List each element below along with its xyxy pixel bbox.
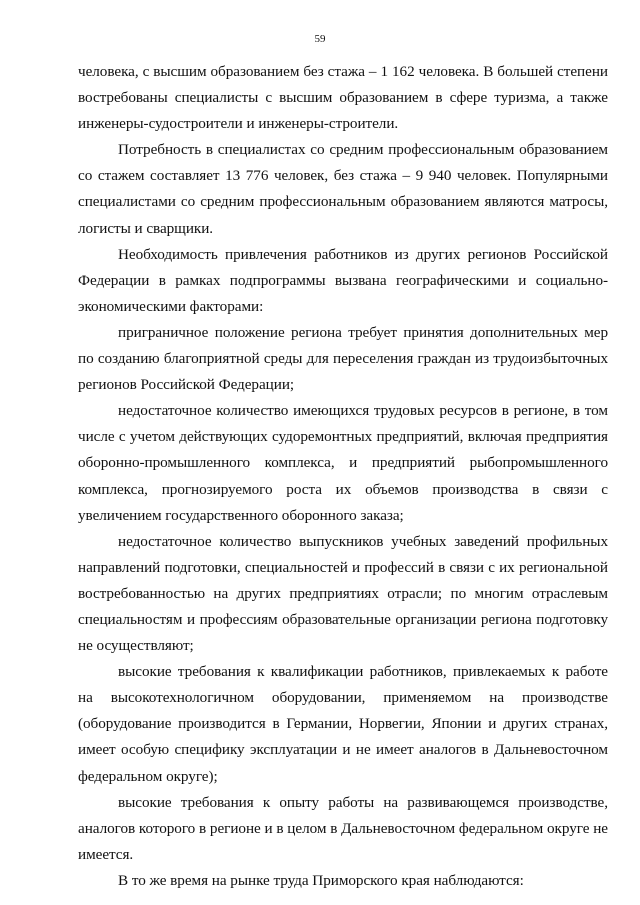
list-item-labor-shortage: недостаточное количество имеющихся трудовых ресурсов в регионе, в том числе с учетом действующих судоремонтных предприятий, включая предприятия оборонно-промышленного комплекса, и предприятий рыбопромышленного комплекса, прогнозируемого роста их объемов производства в связи с увеличением государственного оборонного заказа; <box>78 402 608 524</box>
list-item-graduates-shortage: недостаточное количество выпускников учебных заведений профильных направлений подготовки, специальностей и профессий в связи с их региональной востребованностью на других предприятиях отрасли; по многим отраслевым специальностям и профессиям образовательные организации региона подготовку не осуществляют; <box>78 532 608 655</box>
paragraph-labor-market: В то же время на рынке труда Приморского края наблюдаются: <box>118 871 524 889</box>
list-item-experience-requirements: высокие требования к опыту работы на развивающемся производстве, аналогов которого в регионе и в целом в Дальневосточном федеральном округе не имеется. <box>78 793 608 863</box>
paragraph-recruitment-need: Необходимость привлечения работников из других регионов Российской Федерации в рамках подпрограммы вызвана географическими и социально-экономическими факторами: <box>78 245 608 315</box>
page-number: 59 <box>314 33 326 45</box>
list-item-qualification-requirements: высокие требования к квалификации работников, привлекаемых к работе на высокотехнологичном оборудовании, применяемом на производстве (оборудование производится в Германии, Норвегии, Японии и других странах, имеет особую специфику эксплуатации и не имеет аналогов в Дальневосточном федеральном округе); <box>78 663 608 785</box>
document-body <box>78 59 608 894</box>
paragraph-specialists-secondary: Потребность в специалистах со средним профессиональным образованием со стажем составляет 13 776 человек, без стажа – 9 940 человек. Популярными специалистами со средним профессиональным образованием являются матросы, логисты и сварщики. <box>78 141 608 237</box>
paragraph-continuation: человека, с высшим образованием без стажа – 1 162 человека. В большей степени востребованы специалисты с высшим образованием в сфере туризма, а также инженеры-судостроители и инженеры-строители. <box>78 63 608 133</box>
list-item-border-position: приграничное положение региона требует принятия дополнительных мер по созданию благоприятной среды для переселения граждан из трудоизбыточных регионов Российской Федерации; <box>78 323 608 394</box>
